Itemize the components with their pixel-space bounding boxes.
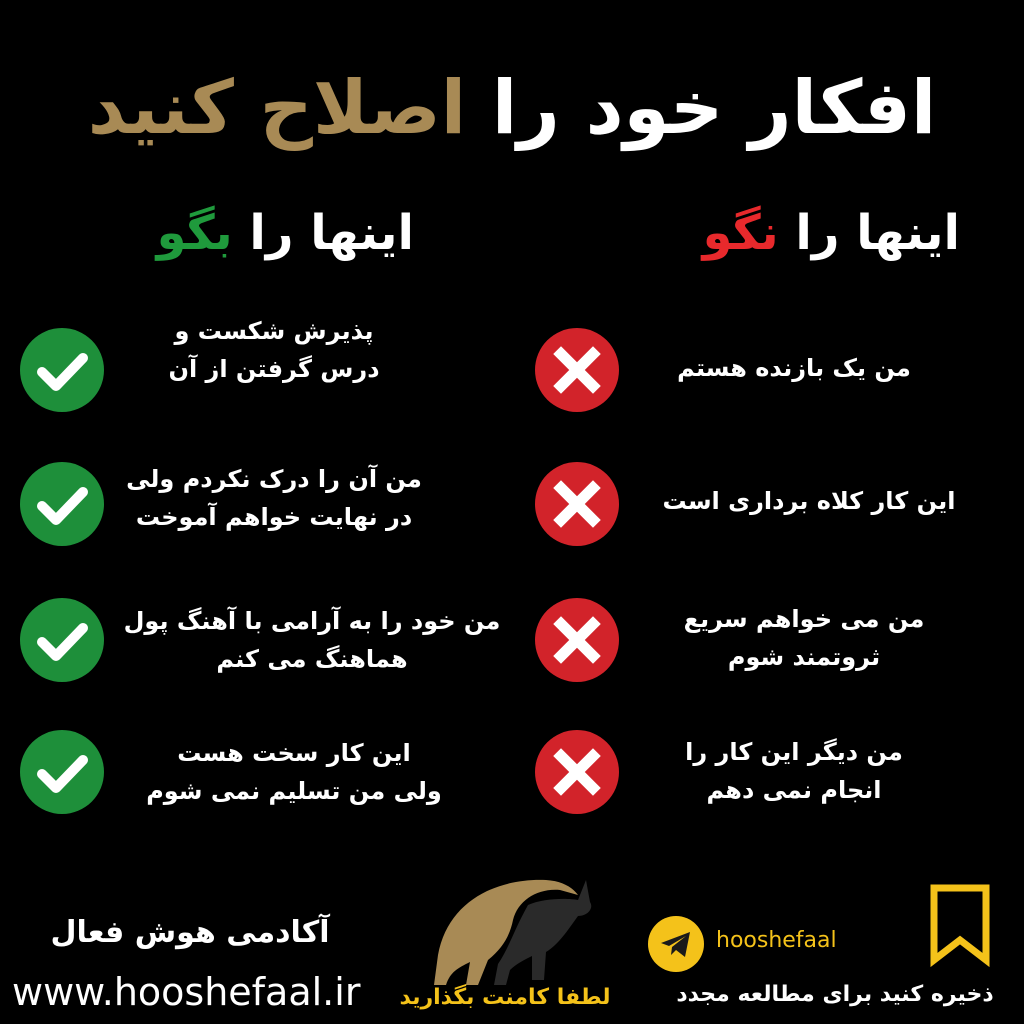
title-part-gold: اصلاح کنید (87, 65, 467, 151)
do-line: پذیرش شکست و (174, 317, 374, 345)
dont-statement-3 (664, 600, 944, 676)
check-mark-icon (20, 730, 104, 814)
dont-heading-prefix: اینها را (778, 205, 960, 261)
telegram-icon (648, 916, 704, 972)
dont-line: انجام نمی دهم (706, 776, 882, 804)
x-mark-icon (535, 462, 619, 546)
do-line: هماهنگ می کنم (216, 645, 408, 673)
dont-statement-4 (664, 733, 924, 809)
do-line: درس گرفتن از آن (168, 355, 380, 383)
do-column-heading (157, 198, 414, 268)
do-line: در نهایت خواهم آموخت (135, 503, 413, 531)
do-heading-prefix: اینها را (232, 205, 414, 261)
do-statement-2 (104, 460, 444, 536)
page-title (0, 58, 1024, 158)
check-mark-icon (20, 598, 104, 682)
telegram-handle[interactable]: hooshefaal (716, 928, 837, 953)
dont-line: من یک بازنده هستم (677, 354, 911, 382)
save-prompt: ذخیره کنید برای مطالعه مجدد (676, 982, 994, 1007)
dont-line: ثروتمند شوم (727, 643, 881, 671)
do-line: من خود را به آرامی با آهنگ پول (123, 607, 501, 635)
dont-line: من می خواهم سریع (683, 605, 925, 633)
dont-line: من دیگر این کار را (685, 738, 903, 766)
check-mark-icon (20, 328, 104, 412)
bull-bear-logo (428, 860, 598, 994)
dont-statement-1 (659, 349, 929, 387)
x-mark-icon (535, 598, 619, 682)
do-heading-accent: بگو (156, 205, 233, 261)
do-line: من آن را درک نکردم ولی (126, 465, 422, 493)
academy-name: آکادمی هوش فعال (50, 915, 330, 950)
x-mark-icon (535, 730, 619, 814)
website-link[interactable]: www.hooshefaal.ir (12, 970, 361, 1014)
dont-line: این کار کلاه برداری است (662, 487, 956, 515)
dont-heading-accent: نگو (702, 205, 779, 261)
dont-statement-2 (649, 482, 969, 520)
comment-prompt: لطفا کامنت بگذارید (399, 985, 611, 1010)
do-line: ولی من تسلیم نمی شوم (146, 777, 442, 805)
check-mark-icon (20, 462, 104, 546)
do-statement-4 (134, 734, 454, 810)
title-part-white: افکار خود را (466, 65, 937, 151)
x-mark-icon (535, 328, 619, 412)
bookmark-icon (928, 882, 992, 972)
do-statement-3 (112, 602, 512, 678)
do-line: این کار سخت هست (177, 739, 411, 767)
do-statement-1 (124, 312, 424, 388)
dont-column-heading (703, 198, 960, 268)
